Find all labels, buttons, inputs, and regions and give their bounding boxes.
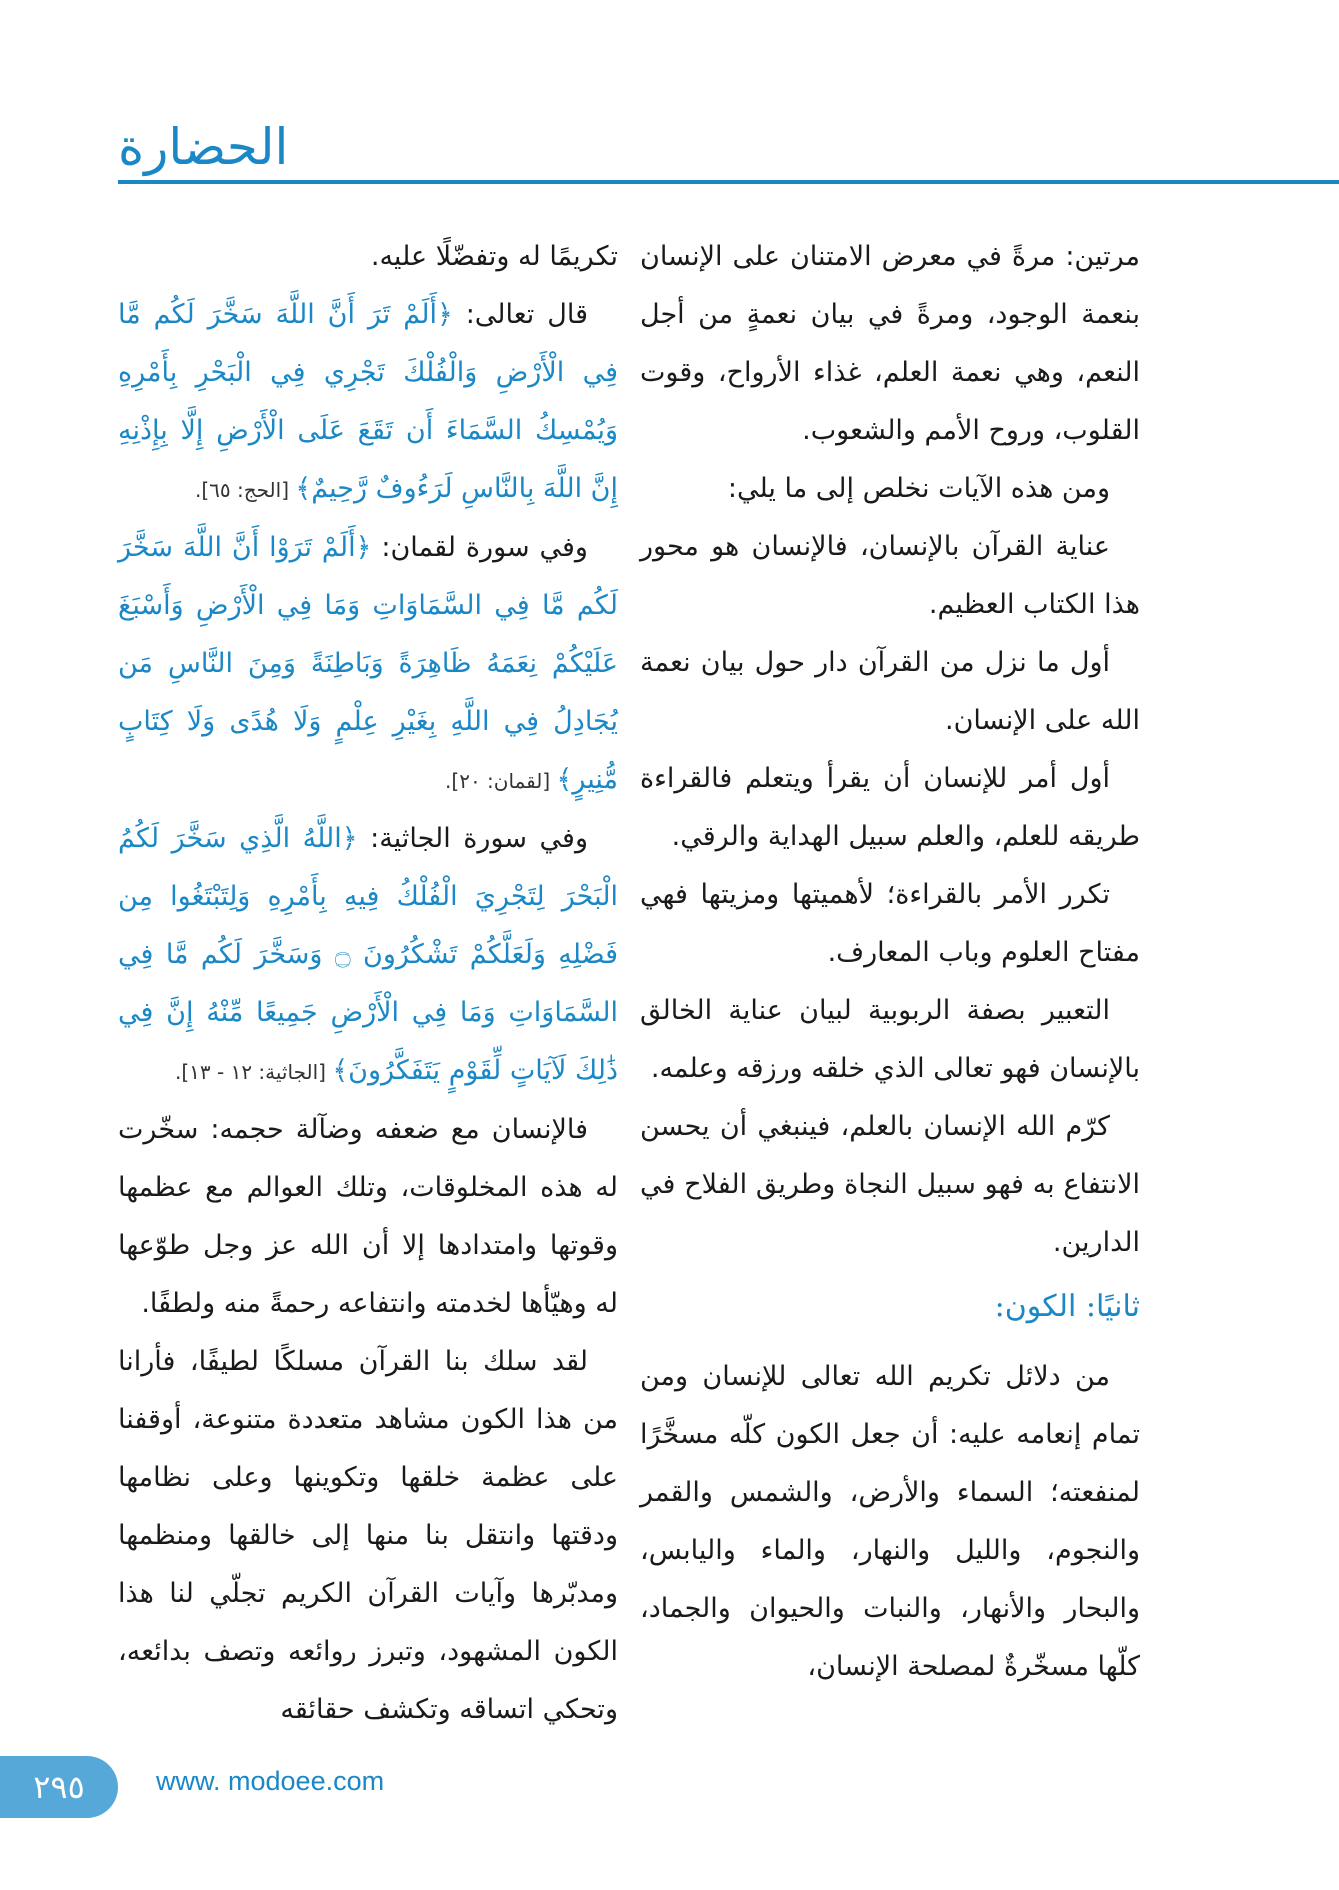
paragraph: ومن هذه الآيات نخلص إلى ما يلي: (727, 473, 1110, 504)
header-title: الحضارة (118, 118, 289, 176)
right-column (640, 228, 1140, 1696)
ayah-text: ﴿اللَّهُ الَّذِي سَخَّرَ لَكُمُ الْبَحْرَ لِتَجْرِيَ الْفُلْكُ فِيهِ بِأَمْرِهِ وَلِتَبْتَغُوا مِن فَضْلِهِ وَلَعَلَّكُمْ تَشْكُرُونَ ۝ وَسَخَّرَ لَكُم مَّا فِي السَّمَاوَاتِ وَمَا فِي الْأَرْضِ جَمِيعًا مِّنْهُ إِنَّ فِي ذَٰلِكَ لَآيَاتٍ لِّقَوْمٍ يَتَفَكَّرُونَ﴾ (118, 823, 618, 1086)
paragraph: تكريمًا له وتفضّلًا عليه. (370, 241, 618, 272)
quote-intro: قال تعالى: (452, 299, 588, 330)
page-number: ٢٩٥ (0, 1756, 118, 1818)
ayah-text: ﴿أَلَمْ تَرَ أَنَّ اللَّهَ سَخَّرَ لَكُم مَّا فِي الْأَرْضِ وَالْفُلْكَ تَجْرِي فِي الْبَحْرِ بِأَمْرِهِ وَيُمْسِكُ السَّمَاءَ أَن تَقَعَ عَلَى الْأَرْضِ إِلَّا بِإِذْنِهِ إِنَّ اللَّهَ بِالنَّاسِ لَرَءُوفٌ رَّحِيمٌ﴾ (118, 299, 618, 504)
paragraph: أول أمر للإنسان أن يقرأ ويتعلم فالقراءة طريقه للعلم، والعلم سبيل الهداية والرقي. (640, 763, 1140, 852)
paragraph: فالإنسان مع ضعفه وضآلة حجمه: سخّرت له هذه المخلوقات، وتلك العوالم مع عظمها وقوتها وامتدادها إلا أن الله عز وجل طوّعها له وهيّأها لخدمته وانتفاعه رحمةً منه ولطفًا. (118, 1114, 618, 1319)
paragraph: التعبير بصفة الربوبية لبيان عناية الخالق بالإنسان فهو تعالى الذي خلقه ورزقه وعلمه. (640, 995, 1140, 1084)
paragraph: مرتين: مرةً في معرض الامتنان على الإنسان بنعمة الوجود، ومرةً في بيان نعمةٍ من أجل النعم، وهي نعمة العلم، غذاء الأرواح، وقوت القلوب، وروح الأمم والشعوب. (640, 241, 1140, 446)
ayah-reference: [لقمان: ٢٠]. (445, 769, 557, 793)
paragraph: أول ما نزل من القرآن دار حول بيان نعمة الله على الإنسان. (640, 647, 1140, 736)
ayah-text: ﴿أَلَمْ تَرَوْا أَنَّ اللَّهَ سَخَّرَ لَكُم مَّا فِي السَّمَاوَاتِ وَمَا فِي الْأَرْضِ وَأَسْبَغَ عَلَيْكُمْ نِعَمَهُ ظَاهِرَةً وَبَاطِنَةً وَمِنَ النَّاسِ مَن يُجَادِلُ فِي اللَّهِ بِغَيْرِ عِلْمٍ وَلَا هُدًى وَلَا كِتَابٍ مُّنِيرٍ﴾ (118, 532, 618, 795)
website-link[interactable]: www. modoee.com (156, 1766, 385, 1796)
quran-quote-hajj (118, 286, 618, 519)
quran-quote-luqman (118, 519, 618, 810)
quote-intro: وفي سورة لقمان: (371, 532, 588, 563)
left-column (118, 228, 618, 1739)
paragraph: عناية القرآن بالإنسان، فالإنسان هو محور هذا الكتاب العظيم. (640, 531, 1140, 620)
quote-intro: وفي سورة الجاثية: (357, 823, 588, 854)
header-divider (118, 180, 1339, 184)
ayah-reference: [الجاثية: ١٢ - ١٣]. (175, 1060, 333, 1084)
paragraph: لقد سلك بنا القرآن مسلكًا لطيفًا، فأرانا من هذا الكون مشاهد متعددة متنوعة، أوقفنا على عظمة خلقها وتكوينها وعلى نظامها ودقتها وانتقل بنا منها إلى خالقها ومنظمها ومدبّرها وآيات القرآن الكريم تجلّي لنا هذا الكون المشهود، وتبرز روائعه وتصف بدائعه، وتحكي اتساقه وتكشف حقائقه (118, 1346, 618, 1725)
paragraph: من دلائل تكريم الله تعالى للإنسان ومن تمام إنعامه عليه: أن جعل الكون كلّه مسخَّرًا لمنفعته؛ السماء والأرض، والشمس والقمر والنجوم، والليل والنهار، والماء واليابس، والبحار والأنهار، والنبات والحيوان والجماد، كلّها مسخّرةٌ لمصلحة الإنسان، (640, 1361, 1140, 1682)
ayah-reference: [الحج: ٦٥]. (194, 478, 296, 502)
quran-quote-jathiya (118, 810, 618, 1101)
paragraph: كرّم الله الإنسان بالعلم، فينبغي أن يحسن الانتفاع به فهو سبيل النجاة وطريق الفلاح في الدارين. (640, 1111, 1140, 1258)
paragraph: تكرر الأمر بالقراءة؛ لأهميتها ومزيتها فهي مفتاح العلوم وباب المعارف. (640, 879, 1140, 968)
section-heading: ثانيًا: الكون: (994, 1289, 1140, 1324)
